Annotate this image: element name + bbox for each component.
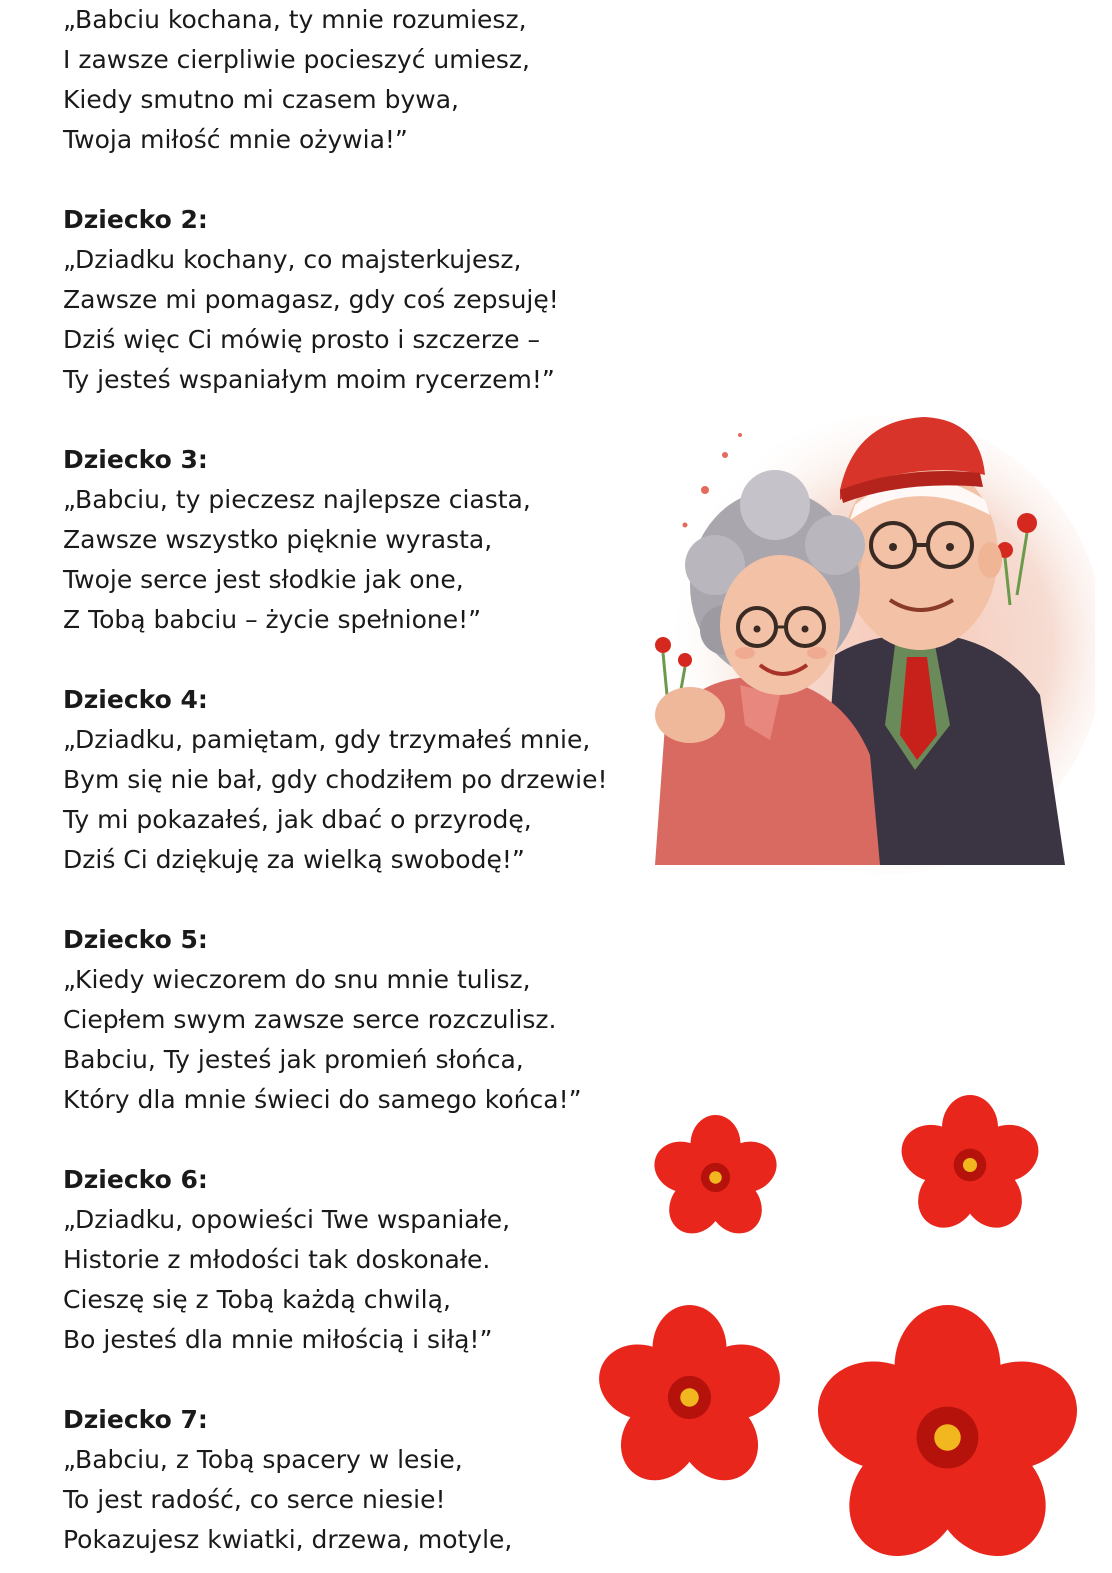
poem-line: „Babciu kochana, ty mnie rozumiesz, bbox=[63, 5, 527, 34]
poem-line: Dziś Ci dziękuję za wielką swobodę!” bbox=[63, 845, 525, 874]
poem-line: Zawsze wszystko pięknie wyrasta, bbox=[63, 525, 493, 554]
poem-line: Ty jesteś wspaniałym moim rycerzem!” bbox=[63, 365, 555, 394]
poem-line: Bym się nie bał, gdy chodziłem po drzewie! bbox=[63, 765, 608, 794]
red-flower-icon bbox=[890, 1095, 1050, 1235]
poem-line: Bo jesteś dla mnie miłością i siłą!” bbox=[63, 1325, 493, 1354]
red-flower-icon bbox=[592, 1305, 787, 1490]
poem-line: Kiedy smutno mi czasem bywa, bbox=[63, 85, 459, 114]
poem-line: Cieszę się z Tobą każdą chwilą, bbox=[63, 1285, 451, 1314]
poem-line: Dziś więc Ci mówię prosto i szczerze – bbox=[63, 325, 540, 354]
poem-line: „Dziadku kochany, co majsterkujesz, bbox=[63, 245, 522, 274]
poem-line: Ty mi pokazałeś, jak dbać o przyrodę, bbox=[63, 805, 532, 834]
poem-line: Ciepłem swym zawsze serce rozczulisz. bbox=[63, 1005, 557, 1034]
poem-line: „Dziadku, pamiętam, gdy trzymałeś mnie, bbox=[63, 725, 591, 754]
poem-line: Babciu, Ty jesteś jak promień słońca, bbox=[63, 1045, 524, 1074]
stanza-heading: Dziecko 6: bbox=[63, 1165, 208, 1194]
poem-line: „Babciu, z Tobą spacery w lesie, bbox=[63, 1445, 463, 1474]
stanza-heading: Dziecko 3: bbox=[63, 445, 208, 474]
poem-line: Który dla mnie świeci do samego końca!” bbox=[63, 1085, 582, 1114]
stanza-heading: Dziecko 7: bbox=[63, 1405, 208, 1434]
stanza-heading: Dziecko 5: bbox=[63, 925, 208, 954]
grandparents-couple-illustration bbox=[645, 395, 1095, 885]
poem-line: Pokazujesz kwiatki, drzewa, motyle, bbox=[63, 1525, 513, 1554]
poem-line: „Kiedy wieczorem do snu mnie tulisz, bbox=[63, 965, 531, 994]
poem-line: Zawsze mi pomagasz, gdy coś zepsuję! bbox=[63, 285, 559, 314]
poem-line: Historie z młodości tak doskonałe. bbox=[63, 1245, 491, 1274]
poem-line: Twoja miłość mnie ożywia!” bbox=[63, 125, 408, 154]
stanza-heading: Dziecko 2: bbox=[63, 205, 208, 234]
poem-line: I zawsze cierpliwie pocieszyć umiesz, bbox=[63, 45, 531, 74]
poem-line: Twoje serce jest słodkie jak one, bbox=[63, 565, 464, 594]
red-flower-icon bbox=[800, 1305, 1095, 1570]
stanza-heading: Dziecko 4: bbox=[63, 685, 208, 714]
poem-line: „Babciu, ty pieczesz najlepsze ciasta, bbox=[63, 485, 531, 514]
poem-line: „Dziadku, opowieści Twe wspaniałe, bbox=[63, 1205, 511, 1234]
red-flower-icon bbox=[648, 1115, 783, 1240]
poem-line: Z Tobą babciu – życie spełnione!” bbox=[63, 605, 482, 634]
poem-line: To jest radość, co serce niesie! bbox=[63, 1485, 446, 1514]
